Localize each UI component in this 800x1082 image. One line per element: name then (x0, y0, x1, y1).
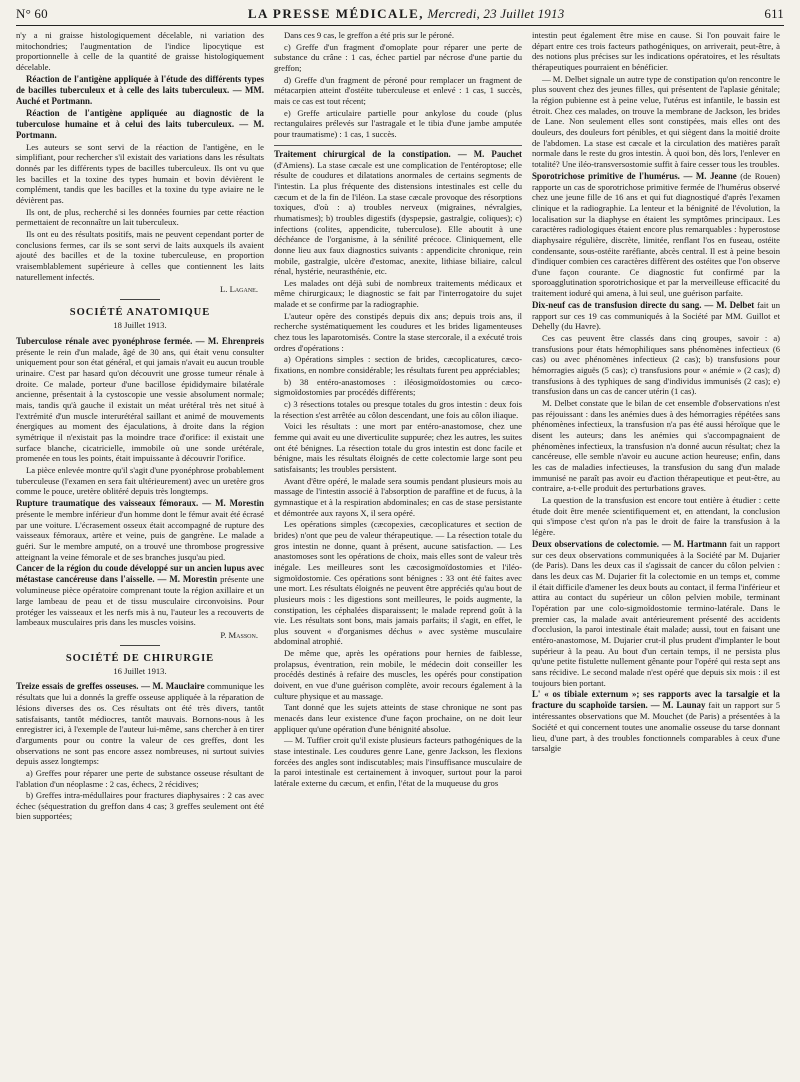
paragraph: Les auteurs se sont servi de la réaction de l'antigène, en le simplifiant, pour rechercher s'il existait des variations dans les résultats donnés par les différents types de bacilles tuberculeux. Ils ont vu que les bacilles et la toxine des types humain et bovin dévièrent le complément, tandis que les bacilles et la toxine du type aviaire ne le dévièrent pas. (16, 141, 264, 206)
paragraph: M. Delbet constate que le bilan de cet ensemble d'observations n'est pas réjouissant : dans les anémies dues à des hémorragies répétées sans phénomènes infectieux, la transfusion n'a pas été aussi héroïque que le disent les auteurs; dans les anémies qui s'accompagnaient de phénomènes infectieux, la transfusion n'a donné aucun résultat; chez la cancéreuse, elle semble n'avoir eu aucune action heureuse; enfin, dans les cas de maladies infectieuses, la transfusion du sang d'un malade immunisé ne paraît pas avoir eu d'action thérapeutique et peut-être, au contraire, a-t-elle produit des perturbations graves. (532, 398, 780, 494)
issue-date: Mercredi, 23 Juillet 1913 (427, 6, 565, 21)
paragraph: Les malades ont déjà subi de nombreux traitements médicaux et même chirurgicaux; le diagnostic se fait par l'interrogatoire du sujet malade et se confirme par la radiographie. (274, 277, 522, 310)
paragraph: (de Rouen) rapporte un cas de sporotrichose primitive fermée de l'humérus observé chez une jeune fille de 16 ans et qui fut diagnostiqué d'après l'examen clinique et la radiographie. La lenteur et la bénignité de l'évolution, la localisation sur la diaphyse en étaient les symptômes principaux. Les caractères radiologiques étaient encore plus remarquables : hyperostose diaphysaire régulière, discrète, limitée, renflant l'os en fuseau, ostéite condensante, sous-ostéite raréfiante, abcès central. Il est à peine besoin d'indiquer combien ces caractères diffèrent des ostéites que l'on observe d'une façon courante. Ce diagnostic fut confirmé par la sporoagglutination sporotrichosique et par la merveilleuse efficacité du traitement ioduré qui amena, à lui seul, une guérison parfaite. (532, 170, 780, 299)
divider (120, 299, 160, 300)
paragraph: d) Greffe d'un fragment de péroné pour remplacer un fragment de métacarpien atteint d'ostéite tuberculeuse et enlevé : 1 cas, 1 succès, mais ce cas est tout récent; (274, 74, 522, 106)
section-date: 16 Juillet 1913. (113, 665, 167, 676)
paragraph: fait un rapport sur ces deux observations communiquées à la Société par M. Dujarier (de Paris). Dans les deux cas il s'agissait de cancer du côlon pelvien : dans les deux cas M. Dujarier fit la colectomie en un temps et, comme il était difficile d'amener les deux bouts au contact, il ferma l'inférieur et attira au contact du supérieur un côlon pelvien mobile, terminant l'opération par une colo-sigmoïdostomie termino-latérale. Dans le premier cas, la malade avait antérieurement présenté des accidents d'occlusion, la paroi intestinale était malade; aussi, tout en faisant une entéro-anastomose, M. Dujarier crut-il plus prudent d'implanter le bout supérieur à la peau. Au bout d'un certain temps, il ne persista plus qu'une petite fistulette nullement gênante pour l'opéré qui resta sept ans sans récidive. Le second malade n'est opéré que depuis six mois : il est toujours bien portant. (532, 538, 780, 688)
article-heading: Réaction de l'antigène appliquée au diagnostic de la tuberculose humaine et à celui des laits tuberculeux. — M. Portmann. (16, 107, 264, 140)
paragraph: présente le rein d'un malade, âgé de 30 ans, qui était venu consulter uniquement pour son état général, et qui jamais n'avait eu aucun trouble urinaire. C'est par hasard qu'on découvrit une grosse tumeur rénale à droite. Ce malade, porteur d'une bacillose épididymaire bilatérale ancienne, présentait à la cystoscopie une vessie absolument normale; mais, tandis qu'à gauche il existait un méat urétéral très net situé à l'extrémité d'un muscle interurétéral saillant et animé de mouvements énergiques au moment des éjaculations, à droite dans la région symétrique il n'existait pas la moindre trace d'orifice: il existait une surface blanche, cicatricielle, immobile où une sonde urétérale, promenée en tous les points, était impuissante à découvrir l'orifice. (16, 346, 264, 464)
article-heading: Dix-neuf cas de transfusion directe du sang. — M. Delbet (532, 299, 755, 310)
signature: P. Masson. (220, 629, 258, 640)
columns (16, 30, 784, 1076)
column-2 (274, 30, 522, 1076)
paragraph: fait un rapport sur 5 intéressantes observations que M. Mouchet (de Paris) a présentées à la Société et qui concernent toutes une anomalie osseuse du tarse donnant lieu, d'une part, à des troubles fonctionnels comparables à ceux d'une tarsalgie (532, 700, 780, 754)
paragraph: fait un rapport sur ces 19 cas communiqués à la Société par MM. Guillot et Dehelly (du Havre). (532, 299, 780, 332)
paragraph: c) Greffe d'un fragment d'omoplate pour réparer une perte de substance du crâne : 1 cas, échec partiel par nécrose d'une partie du greffon; (274, 41, 522, 73)
paragraph: b) 38 entéro-anastomoses : iléosigmoïdostomies ou cæco-sigmoïdostomies par procédés différents; (274, 376, 522, 398)
section-title: SOCIÉTÉ ANATOMIQUE (69, 307, 211, 318)
article-heading: Treize essais de greffes osseuses. — M. Mauclaire (16, 681, 205, 692)
paragraph: Dans ces 9 cas, le greffon a été pris sur le péroné. (284, 30, 454, 40)
article-heading: Réaction de l'antigène appliquée à l'étude des différents types de bacilles tuberculeux et à celle des laits tuberculeux. — MM. Auché et Portmann. (16, 73, 264, 106)
paragraph: c) 3 résections totales ou presque totales du gros intestin : deux fois la résection s'est arrêtée au côlon descendant, une fois au côlon iliaque. (274, 399, 522, 420)
paragraph: b) Greffes intra-médullaires pour fractures diaphysaires : 2 cas avec échec (séquestration du greffon dans 4 cas; 3 greffes seulement ont été bien supportées; (16, 790, 264, 822)
paragraph: n'y a ni graisse histologiquement décelable, ni variation des mitochondries; l'augmentation de l'indice lipocytique est proportionnelle à celle de la quantité de graisse histologiquement décelable. (16, 30, 264, 72)
paragraph: De même que, après les opérations pour hernies de faiblesse, prolapsus, éventration, rein mobile, le médecin doit conseiller les procédés destinés à refaire des muscles, les opérés pour constipation doivent, en vue d'une guérison complète, avoir recours également à la culture physique et au massage. (274, 648, 522, 701)
paragraph: e) Greffe articulaire partielle pour ankylose du coude (plus rectangulaires prélevés sur l'astragale et le tibia d'une jambe amputée pour traumatisme) : 1 cas, 1 succès. (274, 107, 522, 139)
paragraph: communique les résultats que lui a donnés la greffe osseuse appliquée à la réparation de lésions diverses des os. Ces résultats ont été très divers, tantôt satisfaisants, tantôt médiocres, tantôt mauvais. Bornons-nous à les enregistrer ici, à l'exemple de l'auteur lui-même, sans chercher à en tirer d'arguments pour ou contre la valeur de ces greffes, dont les observations ne sont pas encore assez nombreuses, ni surtout suivies depuis assez longtemps: (16, 681, 264, 767)
article-heading: Sporotrichose primitive de l'humérus. — M. Jeanne (532, 170, 737, 181)
paragraph: Ils ont eu des résultats positifs, mais ne peuvent cependant porter de conclusions fermes, car ils se sont servi de laits auxquels ils avaient ajouté des bacilles et de la toxine tuberculeuse, en proportion vraisemblablement supérieure à celles que contiennent les laits naturellement infectés. (16, 229, 264, 282)
article-heading: Deux observations de colectomie. — M. Hartmann (532, 538, 727, 549)
paragraph: présente le membre inférieur d'un homme dont le fémur avait été écrasé par une voiture. L'écrasement osseux était accompagné de rupture des vaisseaux fémoraux, artère et veine, puis de gangrène. Le malade a guéri. Sur le membre amputé, on a trouvé une thrombose progressive atteignant la veine fémorale et de ses branches jusqu'au pied. (16, 508, 264, 562)
paragraph: L'auteur opère des constipés depuis dix ans; depuis trois ans, il recherche systématiquement les coudures et les brides ligamenteuses chez tous les laparotomisés. Contre la stase stercorale, il a exécuté trois ordres d'opérations : (274, 310, 522, 353)
signature: L. Lagane. (220, 284, 258, 295)
paragraph: (d'Amiens). La stase cæcale est une complication de l'entéroptose; elle résulte de coudures et dilatations anormales de certains segments de l'intestin. La plus fréquente des distensions intestinales est celle du cæcum et de la fin de l'iléon. La stase cæcale provoque des résorptions toxiques, d'où : a) troubles nerveux (migraines, névralgies, rhumatismes); b) troubles digestifs (dyspepsie, gastralgie, coliques); c) infections (colites, appendicite, tuberculose). Elle aboutit à une déchéance de l'organisme, à la sénilité précoce. Cliniquement, elle donne lieu aux faux diagnostics suivants : appendicite chronique, rein mobile, gastralgie, ulcère d'estomac, anexite, lithiase biliaire, calcul rénal, hystérie, neurasthénie, etc. (274, 159, 522, 277)
divider (274, 145, 522, 146)
column-3 (532, 30, 780, 1076)
paragraph: — M. Delbet signale un autre type de constipation qu'on rencontre le plus souvent chez des jeunes filles, qui présentent de l'aplasie génitale; la région pubienne est à peine velue, l'utérus est infantile, le bassin est étroit. Chez ces malades, on trouve la membrane de Jackson, les brides de Lane. Non seulement elles sont constipées, mais elles ont des douleurs, des douleurs fort pénibles, et qui siègent dans la moitié droite de l'abdomen. La stase est cæcale et la circulation des matières paraît normale dans le reste du gros intestin. À quoi bon, dès lors, l'enlever en totalité? Une iléo-transversostomie suffit à faire cesser tous les troubles. (532, 73, 780, 169)
article-heading: L' « os tibiale externum »; ses rapports avec la tarsalgie et la fracture du scaphoïde tarsien. — M. Launay (532, 689, 780, 711)
article-heading: Tuberculose rénale avec pyonéphrose fermée. — M. Ehrenpreis (16, 335, 264, 346)
paragraph: Les opérations simples (cæcopexies, cæcoplicatures et section de brides) n'ont que peu de valeur thérapeutique. — La résection totale du gros intestin ne donne, quant à présent, aucune satisfaction. — Les anastomoses sont les opérations de choix, mais elles sont de valeur très inégale. Les meilleures sont les cæcosigmoïdostomies et l'iléo-sigmoïdostomie. Ces opérations sont bénignes : 33 ont été faites avec une mort. Les résultats éloignés ne peuvent être appréciés qu'au bout de plusieurs mois : les digestions sont meilleures, le poids augmente, la constipation, les céphalées disparaissent; le malade reprend goût à la vie. Les résultats sont bons, mais jamais parfaits; il s'agit, en effet, le plus souvent « d'organismes déchus » avec système musculaire abdominal atrophié. (274, 519, 522, 647)
section-date: 18 Juillet 1913. (113, 320, 167, 331)
page-header (16, 0, 784, 26)
paragraph: La question de la transfusion est encore tout entière à étudier : cette étude doit être menée scientifiquement et, en attendant, la conclusion qui s'impose c'est qu'on n'a pas le droit de faire la transfusion à la légère. (532, 494, 780, 537)
column-1 (16, 30, 264, 1076)
journal-title: LA PRESSE MÉDICALE, (247, 6, 425, 21)
masthead (248, 6, 565, 22)
paragraph: Voici les résultats : une mort par entéro-anastomose, chez une femme qui avait eu une diverticulite suppurée; chez les autres, les suites ont été bénignes. La résection totale du gros intestin est donc facile et bénigne, mais les résultats éloignés de cette colectomie large sont peu satisfaisants; les troubles persistent. (274, 421, 522, 474)
paragraph: présente une volumineuse pièce opératoire comprenant toute la région axillaire et un large lambeau de peau et de tissu musculaire circonvoisins. Pour protéger les vaisseaux et les nerfs mis à nu, l'auteur les a recouverts de lambeaux musculaires pris dans les muscles voisins. (16, 574, 264, 628)
page-number: 611 (764, 6, 784, 21)
paragraph: a) Opérations simples : section de brides, cæcoplicatures, cæco-fixations, en nombre considérable; les résultats furent peu appréciables; (274, 354, 522, 376)
paragraph: Tant donné que les sujets atteints de stase chronique ne sont pas menacés dans leur existence d'une façon prochaine, on ne doit leur appliquer qu'une opération d'une bénignité absolue. (274, 702, 522, 734)
paragraph: — M. Tuffier croit qu'il existe plusieurs facteurs pathogéniques de la stase intestinale. Les coudures genre Lane, genre Jackson, les flexions forcées des angles sont indiscutables; mais l'insuffisance musculaire de la paroi intestinale est certainement à invoquer, surtout pour la paroi latérale externe du cæcum, et enfin, l'état de la muqueuse du gros (274, 735, 522, 788)
issue-number: N° 60 (16, 6, 48, 21)
article-heading: Cancer de la région du coude développé sur un ancien lupus avec métastase cancéreuse dans l'aisselle. — M. Morestin (16, 563, 264, 585)
divider (120, 645, 160, 646)
article-heading: Rupture traumatique des vaisseaux fémoraux. — M. Morestin (16, 497, 264, 508)
paragraph: Ils ont, de plus, recherché si les données fournies par cette réaction permettaient de reconnaître un lait tuberculeux. (16, 206, 264, 228)
paragraph: Ces cas peuvent être classés dans cinq groupes, savoir : a) transfusions pour états hémophiliques sans phénomènes infectieux (6 cas) ou avec phénomènes infectieux (2 cas); b) transfusions pour hémorragies aiguës (5 cas); c) transfusions pour « anémie » (2 cas); d) transfusions à des typhiques de sang d'individus immunisés (2 cas); e) transfusion dans un cas de cancer utérin (1 cas). (532, 333, 780, 397)
paragraph: La pièce enlevée montre qu'il s'agit d'une pyonéphrose probablement tuberculeuse (l'examen en sera fait ultérieurement) avec un uretère gros comme le pouce, uretère oblitéré depuis très longtemps. (16, 464, 264, 497)
article-heading: Traitement chirurgical de la constipation. — M. Pauchet (274, 148, 522, 159)
paragraph: intestin peut également être mise en cause. Si l'on pouvait faire le départ entre ces trois facteurs pathogéniques, on arriverait, peut-être, à des notions plus précises sur les indications opératoires, et les résultats thérapeutiques pourraient en bénéficier. (532, 30, 780, 72)
paragraph: a) Greffes pour réparer une perte de substance osseuse résultant de l'ablation d'un néoplasme : 2 cas, échecs, 2 récidives; (16, 767, 264, 789)
section-title: SOCIÉTÉ DE CHIRURGIE (65, 652, 215, 664)
paragraph: Avant d'être opéré, le malade sera soumis pendant plusieurs mois au massage de l'intestin associé à l'absorption de paraffine et de fucus, à la gymnastique et à la respiration abdominales; en cas de stase persistante et démontrée aux rayons X, il sera opéré. (274, 475, 522, 518)
